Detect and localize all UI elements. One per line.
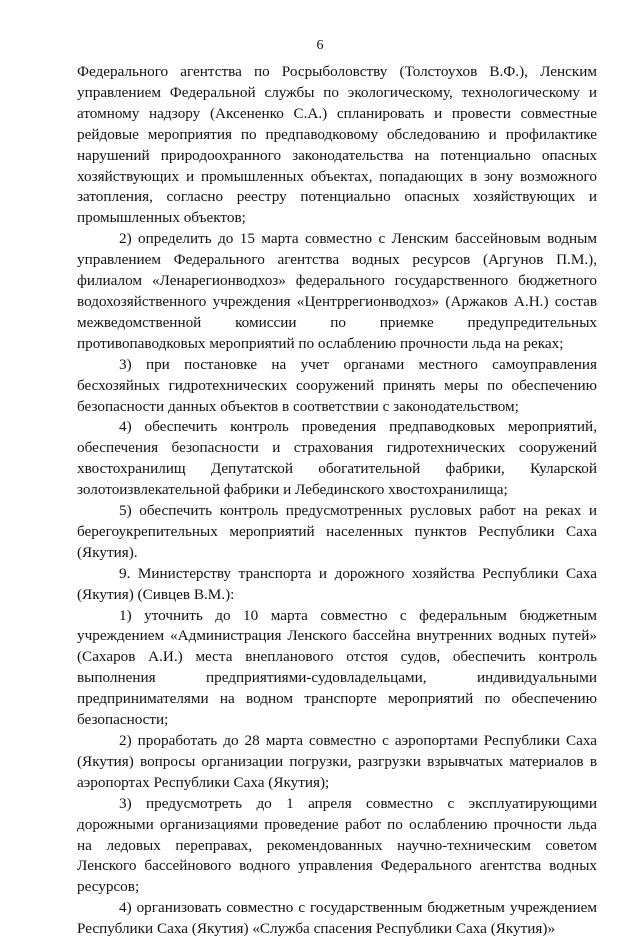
paragraph-item-5: 5) обеспечить контроль предусмотренных русловых работ на реках и берегоукрепительных мероприятий населенных пунктов Республики Саха (Якутия). bbox=[77, 502, 597, 561]
page-number: 6 bbox=[316, 38, 324, 53]
section-9-item-3: 3) предусмотреть до 1 апреля совместно с эксплуатирующими дорожными организациями проведение работ по ослаблению прочности льда на ледовых переправах, рекомендованных научно-техническим советом Ленского бассейнового водного управления Федерального агентства водных ресурсов; bbox=[77, 794, 597, 896]
paragraph-continuation: Федерального агентства по Росрыболовству (Толстоухов В.Ф.), Ленским управлением Федеральной службы по экологическому, технологическому и атомному надзору (Аксененко С.А.) спланировать и провести совместные рейдовые мероприятия по предпаводковому обследованию и профилактике нарушений природоохранного законодательства на потенциально опасных хозяйствующих и промышленных объектах, попадающих в зону возможного затопления, согласно реестру потенциально опасных хозяйствующих и промышленных объектов; bbox=[77, 63, 597, 227]
section-9-item-2: 2) проработать до 28 марта совместно с аэропортами Республики Саха (Якутия) вопросы организации погрузки, разгрузки взрывчатых материалов в аэропортах Республики Саха (Якутия); bbox=[77, 732, 597, 791]
section-9-item-1: 1) уточнить до 10 марта совместно с федеральным бюджетным учреждением «Администрация Ленского бассейна внутренних водных путей» (Сахаров А.И.) места внепланового отстоя судов, обеспечить контроль выполнения предприятиями-судовладельцами, индивидуальными предпринимателями на водном транспорте мероприятий по обеспечению безопасности; bbox=[77, 606, 597, 729]
section-9-item-4: 4) организовать совместно с государственным бюджетным учреждением Республики Саха (Якутия) «Служба спасения Республики Саха (Якутия)» bbox=[77, 899, 597, 938]
section-9-heading: 9. Министерству транспорта и дорожного хозяйства Республики Саха (Якутия) (Сивцев В.М.): bbox=[77, 564, 597, 603]
paragraph-item-2: 2) определить до 15 марта совместно с Ленским бассейновым водным управлением Федерального агентства водных ресурсов (Аргунов П.М.), филиалом «Ленарегионводхоз» федерального государственного бюджетного водохозяйственного учреждения «Центррегионводхоз» (Аржаков А.Н.) состав межведомственной комиссии по приемке предупредительных противопаводковых мероприятий по ослаблению прочности льда на реках; bbox=[77, 230, 597, 352]
paragraph-item-4: 4) обеспечить контроль проведения предпаводковых мероприятий, обеспечения безопасности и страхования гидротехнических сооружений хвостохранилищ Депутатской обогатительной фабрики, Куларской золотоизвлекательной фабрики и Лебединского хвостохранилища; bbox=[77, 418, 597, 499]
paragraph-item-3: 3) при постановке на учет органами местного самоуправления бесхозяйных гидротехнических сооружений принять меры по обеспечению безопасности данных объектов в соответствии с законодательством; bbox=[77, 355, 597, 415]
document-body bbox=[77, 62, 597, 940]
